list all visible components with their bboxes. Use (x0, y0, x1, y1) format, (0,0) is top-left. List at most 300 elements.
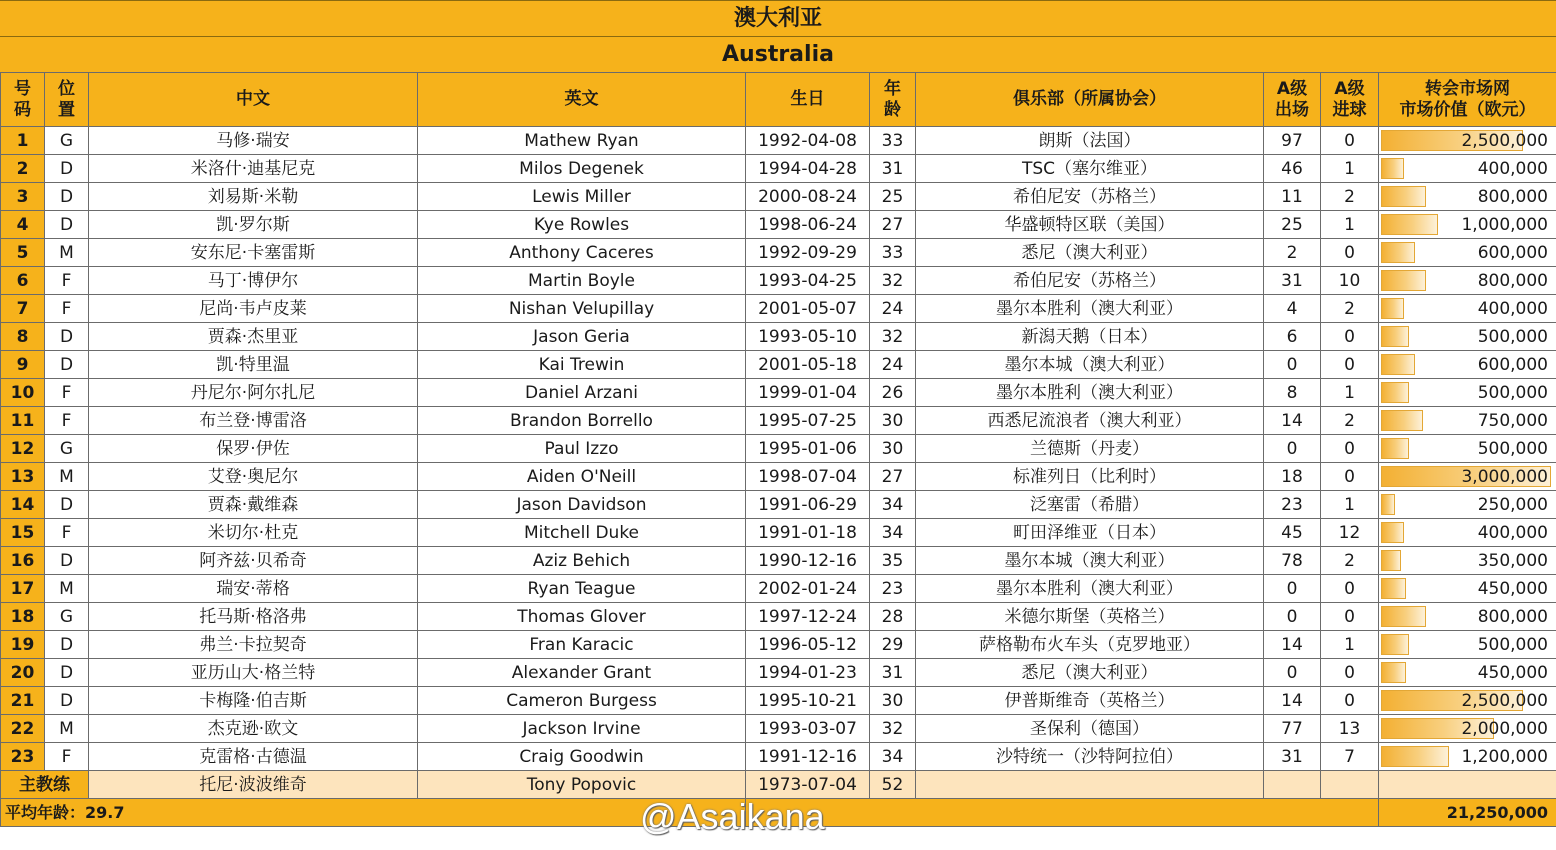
table-row (1, 715, 1556, 743)
cell-pos: D (45, 491, 89, 519)
cell-age: 30 (870, 407, 916, 435)
cell-age: 32 (870, 715, 916, 743)
cell-en: Jason Geria (418, 323, 746, 351)
cell-goals: 0 (1321, 435, 1379, 463)
value-text: 800,000 (1477, 186, 1548, 207)
cell-dob: 1997-12-24 (746, 603, 870, 631)
cell-pos: F (45, 743, 89, 771)
cell-en: Craig Goodwin (418, 743, 746, 771)
cell-goals: 7 (1321, 743, 1379, 771)
cell-no: 14 (1, 491, 45, 519)
cell-cn: 刘易斯·米勒 (89, 183, 418, 211)
header-cn: 中文 (89, 73, 418, 127)
cell-en: Kye Rowles (418, 211, 746, 239)
cell-value (1379, 715, 1556, 743)
value-text: 400,000 (1477, 298, 1548, 319)
value-bar (1381, 634, 1409, 655)
cell-en: Milos Degenek (418, 155, 746, 183)
cell-pos: D (45, 155, 89, 183)
value-bar (1381, 186, 1426, 207)
cell-no: 10 (1, 379, 45, 407)
table-row (1, 659, 1556, 687)
cell-club: 西悉尼流浪者（澳大利亚） (916, 407, 1264, 435)
coach-label: 主教练 (1, 771, 89, 799)
cell-goals: 0 (1321, 687, 1379, 715)
value-bar (1381, 214, 1438, 235)
squad-table (0, 72, 1556, 827)
cell-no: 22 (1, 715, 45, 743)
coach-row (1, 771, 1556, 799)
cell-goals: 0 (1321, 351, 1379, 379)
header-value: 转会市场网 市场价值（欧元） (1379, 73, 1556, 127)
value-text: 250,000 (1477, 494, 1548, 515)
value-text: 3,000,000 (1461, 466, 1548, 487)
cell-dob: 1993-04-25 (746, 267, 870, 295)
cell-dob: 1994-01-23 (746, 659, 870, 687)
cell-club: 伊普斯维奇（英格兰） (916, 687, 1264, 715)
cell-goals: 0 (1321, 323, 1379, 351)
header-club: 俱乐部（所属协会） (916, 73, 1264, 127)
cell-club: 悉尼（澳大利亚） (916, 659, 1264, 687)
cell-club: 墨尔本城（澳大利亚） (916, 351, 1264, 379)
cell-age: 31 (870, 659, 916, 687)
average-age: 平均年龄：29.7 (1, 799, 746, 827)
cell-value (1379, 519, 1556, 547)
cell-pos: M (45, 463, 89, 491)
cell-caps: 0 (1264, 575, 1321, 603)
coach-empty (1379, 771, 1556, 799)
cell-no: 11 (1, 407, 45, 435)
cell-cn: 弗兰·卡拉契奇 (89, 631, 418, 659)
table-row (1, 239, 1556, 267)
cell-caps: 2 (1264, 239, 1321, 267)
cell-pos: M (45, 239, 89, 267)
page-subtitle: Australia (0, 36, 1556, 73)
cell-club: 圣保利（德国） (916, 715, 1264, 743)
table-row (1, 463, 1556, 491)
cell-cn: 马修·瑞安 (89, 127, 418, 155)
cell-en: Paul Izzo (418, 435, 746, 463)
header-dob: 生日 (746, 73, 870, 127)
value-text: 500,000 (1477, 382, 1548, 403)
cell-age: 35 (870, 547, 916, 575)
cell-dob: 1999-01-04 (746, 379, 870, 407)
cell-value (1379, 743, 1556, 771)
cell-no: 21 (1, 687, 45, 715)
cell-pos: D (45, 687, 89, 715)
cell-caps: 77 (1264, 715, 1321, 743)
cell-no: 6 (1, 267, 45, 295)
cell-goals: 0 (1321, 127, 1379, 155)
cell-caps: 0 (1264, 351, 1321, 379)
cell-caps: 14 (1264, 631, 1321, 659)
watermark: @Asaikana (640, 796, 825, 837)
value-text: 800,000 (1477, 606, 1548, 627)
cell-dob: 1991-12-16 (746, 743, 870, 771)
cell-age: 23 (870, 575, 916, 603)
cell-club: TSC（塞尔维亚） (916, 155, 1264, 183)
cell-caps: 31 (1264, 743, 1321, 771)
cell-age: 34 (870, 519, 916, 547)
cell-caps: 0 (1264, 659, 1321, 687)
cell-age: 34 (870, 491, 916, 519)
cell-en: Mathew Ryan (418, 127, 746, 155)
cell-goals: 13 (1321, 715, 1379, 743)
cell-cn: 贾森·杰里亚 (89, 323, 418, 351)
cell-club: 墨尔本胜利（澳大利亚） (916, 575, 1264, 603)
value-bar (1381, 746, 1449, 767)
cell-age: 33 (870, 127, 916, 155)
cell-goals: 0 (1321, 575, 1379, 603)
cell-dob: 1990-12-16 (746, 547, 870, 575)
coach-age: 52 (870, 771, 916, 799)
table-row (1, 687, 1556, 715)
cell-pos: D (45, 659, 89, 687)
cell-value (1379, 183, 1556, 211)
value-text: 1,200,000 (1461, 746, 1548, 767)
cell-caps: 11 (1264, 183, 1321, 211)
value-text: 1,000,000 (1461, 214, 1548, 235)
value-bar (1381, 326, 1409, 347)
cell-value (1379, 687, 1556, 715)
cell-club: 朗斯（法国） (916, 127, 1264, 155)
cell-pos: D (45, 211, 89, 239)
cell-cn: 保罗·伊佐 (89, 435, 418, 463)
cell-club: 希伯尼安（苏格兰） (916, 267, 1264, 295)
cell-value (1379, 323, 1556, 351)
cell-age: 24 (870, 351, 916, 379)
cell-dob: 1992-09-29 (746, 239, 870, 267)
cell-no: 20 (1, 659, 45, 687)
cell-en: Daniel Arzani (418, 379, 746, 407)
cell-value (1379, 547, 1556, 575)
cell-en: Lewis Miller (418, 183, 746, 211)
table-row (1, 211, 1556, 239)
cell-club: 悉尼（澳大利亚） (916, 239, 1264, 267)
cell-age: 30 (870, 687, 916, 715)
cell-cn: 米洛什·迪基尼克 (89, 155, 418, 183)
cell-value (1379, 435, 1556, 463)
cell-goals: 2 (1321, 407, 1379, 435)
cell-goals: 0 (1321, 239, 1379, 267)
table-row (1, 547, 1556, 575)
coach-dob: 1973-07-04 (746, 771, 870, 799)
cell-dob: 1996-05-12 (746, 631, 870, 659)
cell-age: 28 (870, 603, 916, 631)
cell-caps: 23 (1264, 491, 1321, 519)
value-text: 500,000 (1477, 438, 1548, 459)
table-row (1, 183, 1556, 211)
cell-age: 34 (870, 743, 916, 771)
cell-caps: 31 (1264, 267, 1321, 295)
value-text: 450,000 (1477, 662, 1548, 683)
cell-pos: M (45, 575, 89, 603)
cell-en: Cameron Burgess (418, 687, 746, 715)
cell-dob: 1992-04-08 (746, 127, 870, 155)
cell-value (1379, 379, 1556, 407)
table-row (1, 491, 1556, 519)
value-bar (1381, 242, 1415, 263)
value-text: 450,000 (1477, 578, 1548, 599)
cell-dob: 1991-06-29 (746, 491, 870, 519)
cell-value (1379, 295, 1556, 323)
cell-en: Anthony Caceres (418, 239, 746, 267)
cell-pos: F (45, 295, 89, 323)
cell-cn: 尼尚·韦卢皮莱 (89, 295, 418, 323)
cell-age: 32 (870, 267, 916, 295)
cell-en: Ryan Teague (418, 575, 746, 603)
cell-goals: 2 (1321, 295, 1379, 323)
cell-value (1379, 351, 1556, 379)
cell-en: Brandon Borrello (418, 407, 746, 435)
coach-cn: 托尼·波波维奇 (89, 771, 418, 799)
cell-club: 町田泽维亚（日本） (916, 519, 1264, 547)
table-row (1, 575, 1556, 603)
cell-pos: D (45, 323, 89, 351)
cell-cn: 马丁·博伊尔 (89, 267, 418, 295)
value-bar (1381, 578, 1406, 599)
cell-club: 希伯尼安（苏格兰） (916, 183, 1264, 211)
cell-goals: 12 (1321, 519, 1379, 547)
value-text: 600,000 (1477, 242, 1548, 263)
value-text: 600,000 (1477, 354, 1548, 375)
value-bar (1381, 522, 1404, 543)
cell-value (1379, 659, 1556, 687)
value-text: 2,500,000 (1461, 690, 1548, 711)
cell-no: 2 (1, 155, 45, 183)
cell-age: 25 (870, 183, 916, 211)
total-value: 21,250,000 (1379, 799, 1556, 827)
value-bar (1381, 438, 1409, 459)
cell-club: 米德尔斯堡（英格兰） (916, 603, 1264, 631)
table-row (1, 351, 1556, 379)
cell-pos: D (45, 351, 89, 379)
cell-caps: 14 (1264, 407, 1321, 435)
cell-age: 31 (870, 155, 916, 183)
cell-caps: 46 (1264, 155, 1321, 183)
cell-goals: 2 (1321, 183, 1379, 211)
table-row (1, 127, 1556, 155)
cell-pos: G (45, 127, 89, 155)
cell-cn: 布兰登·博雷洛 (89, 407, 418, 435)
cell-no: 4 (1, 211, 45, 239)
cell-cn: 克雷格·古德温 (89, 743, 418, 771)
value-text: 2,500,000 (1461, 130, 1548, 151)
cell-value (1379, 631, 1556, 659)
header-en: 英文 (418, 73, 746, 127)
cell-cn: 瑞安·蒂格 (89, 575, 418, 603)
cell-no: 12 (1, 435, 45, 463)
value-bar (1381, 382, 1409, 403)
cell-caps: 4 (1264, 295, 1321, 323)
value-text: 350,000 (1477, 550, 1548, 571)
cell-value (1379, 267, 1556, 295)
cell-no: 1 (1, 127, 45, 155)
cell-no: 18 (1, 603, 45, 631)
cell-goals: 1 (1321, 155, 1379, 183)
cell-goals: 1 (1321, 211, 1379, 239)
table-row (1, 631, 1556, 659)
cell-en: Thomas Glover (418, 603, 746, 631)
cell-pos: F (45, 379, 89, 407)
value-bar (1381, 270, 1426, 291)
header-age: 年 龄 (870, 73, 916, 127)
cell-no: 7 (1, 295, 45, 323)
cell-club: 墨尔本胜利（澳大利亚） (916, 295, 1264, 323)
cell-caps: 18 (1264, 463, 1321, 491)
cell-pos: M (45, 715, 89, 743)
cell-no: 3 (1, 183, 45, 211)
cell-dob: 1993-03-07 (746, 715, 870, 743)
value-text: 500,000 (1477, 634, 1548, 655)
header-row (1, 73, 1556, 127)
cell-cn: 卡梅隆·伯吉斯 (89, 687, 418, 715)
footer-spacer (746, 799, 1379, 827)
cell-club: 沙特统一（沙特阿拉伯） (916, 743, 1264, 771)
cell-cn: 艾登·奥尼尔 (89, 463, 418, 491)
cell-dob: 1995-01-06 (746, 435, 870, 463)
page-title: 澳大利亚 (0, 0, 1556, 37)
coach-empty (1321, 771, 1379, 799)
cell-dob: 1995-10-21 (746, 687, 870, 715)
cell-value (1379, 603, 1556, 631)
cell-dob: 1991-01-18 (746, 519, 870, 547)
cell-no: 13 (1, 463, 45, 491)
cell-age: 27 (870, 211, 916, 239)
cell-dob: 1995-07-25 (746, 407, 870, 435)
cell-goals: 0 (1321, 463, 1379, 491)
cell-pos: F (45, 519, 89, 547)
cell-en: Kai Trewin (418, 351, 746, 379)
cell-dob: 2002-01-24 (746, 575, 870, 603)
cell-club: 标准列日（比利时） (916, 463, 1264, 491)
cell-club: 兰德斯（丹麦） (916, 435, 1264, 463)
table-row (1, 743, 1556, 771)
cell-age: 33 (870, 239, 916, 267)
cell-dob: 2001-05-07 (746, 295, 870, 323)
table-row (1, 519, 1556, 547)
cell-pos: G (45, 435, 89, 463)
cell-value (1379, 239, 1556, 267)
table-row (1, 603, 1556, 631)
cell-goals: 0 (1321, 603, 1379, 631)
cell-club: 萨格勒布火车头（克罗地亚） (916, 631, 1264, 659)
cell-en: Martin Boyle (418, 267, 746, 295)
cell-no: 17 (1, 575, 45, 603)
cell-goals: 0 (1321, 659, 1379, 687)
cell-dob: 1993-05-10 (746, 323, 870, 351)
cell-pos: G (45, 603, 89, 631)
cell-age: 24 (870, 295, 916, 323)
cell-cn: 凯·罗尔斯 (89, 211, 418, 239)
cell-age: 26 (870, 379, 916, 407)
value-text: 400,000 (1477, 158, 1548, 179)
table-row (1, 379, 1556, 407)
cell-en: Aiden O'Neill (418, 463, 746, 491)
cell-no: 5 (1, 239, 45, 267)
cell-dob: 2000-08-24 (746, 183, 870, 211)
cell-cn: 凯·特里温 (89, 351, 418, 379)
table-row (1, 267, 1556, 295)
cell-caps: 25 (1264, 211, 1321, 239)
value-text: 750,000 (1477, 410, 1548, 431)
value-bar (1381, 410, 1423, 431)
cell-dob: 1994-04-28 (746, 155, 870, 183)
cell-value (1379, 127, 1556, 155)
cell-cn: 阿齐兹·贝希奇 (89, 547, 418, 575)
cell-club: 华盛顿特区联（美国） (916, 211, 1264, 239)
cell-pos: F (45, 267, 89, 295)
cell-caps: 6 (1264, 323, 1321, 351)
cell-pos: D (45, 183, 89, 211)
cell-en: Jackson Irvine (418, 715, 746, 743)
cell-caps: 78 (1264, 547, 1321, 575)
value-bar (1381, 606, 1426, 627)
cell-en: Fran Karacic (418, 631, 746, 659)
cell-value (1379, 407, 1556, 435)
cell-cn: 贾森·戴维森 (89, 491, 418, 519)
cell-value (1379, 463, 1556, 491)
cell-cn: 安东尼·卡塞雷斯 (89, 239, 418, 267)
cell-pos: D (45, 547, 89, 575)
cell-cn: 亚历山大·格兰特 (89, 659, 418, 687)
header-caps: A级 出场 (1264, 73, 1321, 127)
value-bar (1381, 550, 1401, 571)
cell-dob: 1998-07-04 (746, 463, 870, 491)
header-pos: 位 置 (45, 73, 89, 127)
cell-goals: 1 (1321, 379, 1379, 407)
cell-age: 29 (870, 631, 916, 659)
value-text: 2,000,000 (1461, 718, 1548, 739)
value-text: 500,000 (1477, 326, 1548, 347)
cell-en: Nishan Velupillay (418, 295, 746, 323)
coach-en: Tony Popovic (418, 771, 746, 799)
header-goals: A级 进球 (1321, 73, 1379, 127)
cell-caps: 8 (1264, 379, 1321, 407)
cell-cn: 托马斯·格洛弗 (89, 603, 418, 631)
value-text: 400,000 (1477, 522, 1548, 543)
cell-club: 墨尔本城（澳大利亚） (916, 547, 1264, 575)
cell-value (1379, 155, 1556, 183)
value-bar (1381, 298, 1404, 319)
cell-cn: 杰克逊·欧文 (89, 715, 418, 743)
cell-value (1379, 211, 1556, 239)
cell-caps: 14 (1264, 687, 1321, 715)
cell-pos: F (45, 407, 89, 435)
cell-club: 新潟天鹅（日本） (916, 323, 1264, 351)
value-text: 800,000 (1477, 270, 1548, 291)
header-no: 号 码 (1, 73, 45, 127)
cell-goals: 10 (1321, 267, 1379, 295)
cell-no: 15 (1, 519, 45, 547)
value-bar (1381, 158, 1404, 179)
cell-en: Aziz Behich (418, 547, 746, 575)
cell-age: 27 (870, 463, 916, 491)
coach-empty (1264, 771, 1321, 799)
cell-caps: 97 (1264, 127, 1321, 155)
coach-empty (916, 771, 1264, 799)
cell-no: 23 (1, 743, 45, 771)
cell-no: 9 (1, 351, 45, 379)
cell-goals: 2 (1321, 547, 1379, 575)
cell-en: Jason Davidson (418, 491, 746, 519)
table-row (1, 323, 1556, 351)
cell-caps: 45 (1264, 519, 1321, 547)
table-row (1, 407, 1556, 435)
cell-age: 32 (870, 323, 916, 351)
value-bar (1381, 354, 1415, 375)
cell-goals: 1 (1321, 491, 1379, 519)
